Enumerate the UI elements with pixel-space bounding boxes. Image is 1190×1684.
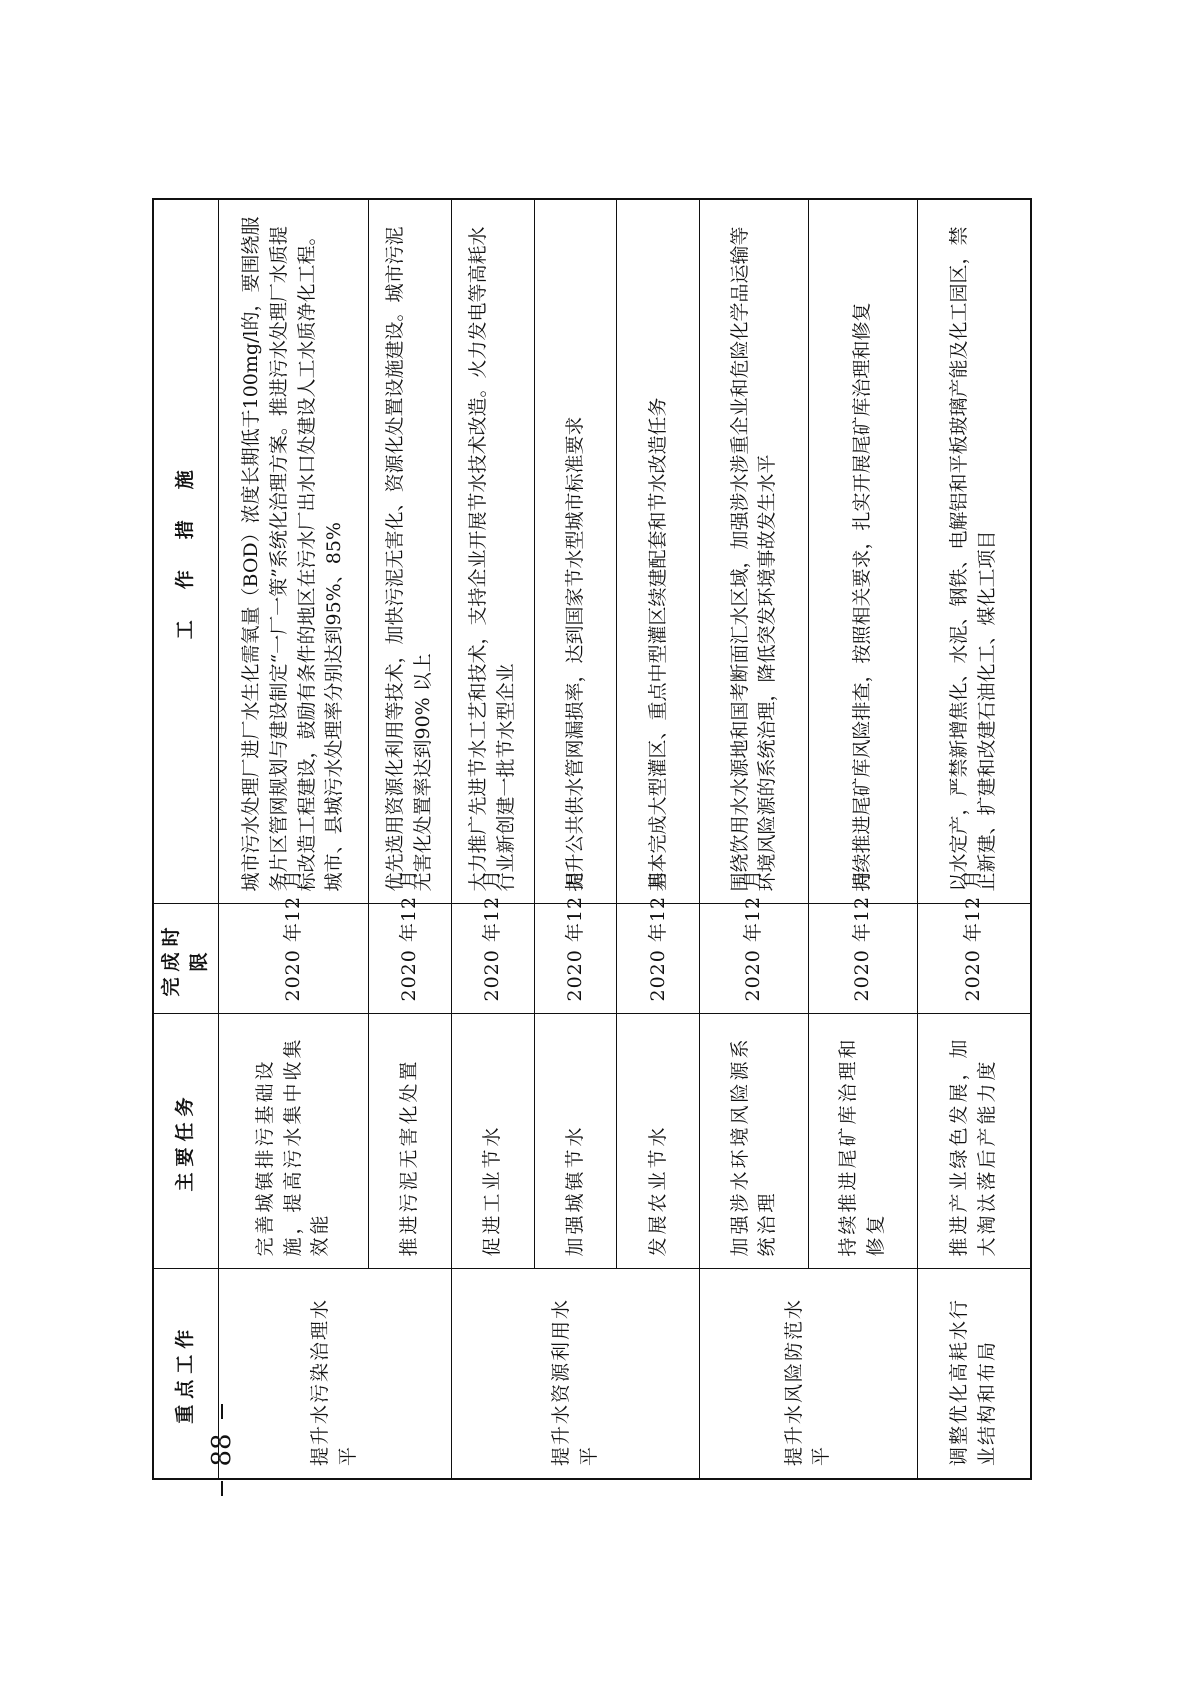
main-task-cell: 加强涉水环境风险源系统治理	[700, 1014, 809, 1269]
key-work-cell: 调整优化高耗水行业结构和布局	[917, 1269, 1031, 1479]
deadline-cell: 2020 年12 月	[369, 904, 452, 1014]
deadline-cell: 2020 年12 月	[534, 904, 617, 1014]
rotated-table-container	[152, 200, 1032, 1480]
page-number-dash-right	[221, 1404, 223, 1419]
header-key-work: 重点工作	[153, 1269, 219, 1479]
main-task-cell: 推进污泥无害化处置	[369, 1014, 452, 1269]
measures-cell: 围绕饮用水水源地和国考断面汇水区域，加强涉水涉重企业和危险化学品运输等环境风险源的系统治理，降低突发环境事故发生水平	[700, 199, 809, 904]
measures-cell: 优先选用资源化利用等技术，加快污泥无害化、资源化处置设施建设。城市污泥无害化处置率达到90% 以上	[369, 199, 452, 904]
table-row	[700, 199, 809, 1479]
main-task-cell: 完善城镇排污基础设施，提高污水集中收集效能	[219, 1014, 369, 1269]
page-number-dash-left	[221, 1481, 223, 1496]
deadline-cell: 2020 年12 月	[700, 904, 809, 1014]
header-measures: 工 作 措 施	[153, 199, 219, 904]
deadline-cell: 2020 年12 月	[808, 904, 917, 1014]
header-main-task: 主要任务	[153, 1014, 219, 1269]
key-work-cell: 提升水资源利用水平	[451, 1269, 699, 1479]
page-number	[205, 1390, 239, 1510]
key-work-table	[152, 198, 1032, 1480]
main-task-cell: 持续推进尾矿库治理和修复	[808, 1014, 917, 1269]
deadline-cell: 2020 年12 月	[617, 904, 700, 1014]
key-work-cell: 提升水污染治理水平	[219, 1269, 452, 1479]
main-task-cell: 加强城镇节水	[534, 1014, 617, 1269]
main-task-cell: 发展农业节水	[617, 1014, 700, 1269]
main-task-cell: 推进产业绿色发展，加大淘汰落后产能力度	[917, 1014, 1031, 1269]
table-header-row	[153, 199, 219, 1479]
deadline-cell: 2020 年12 月	[451, 904, 534, 1014]
table-row	[917, 199, 1031, 1479]
table-row	[451, 199, 534, 1479]
measures-cell: 以水定产，严禁新增焦化、水泥、钢铁、电解铝和平板玻璃产能及化工园区，禁止新建、扩建和改建石油化工、煤化工项目	[917, 199, 1031, 904]
measures-cell: 持续推进尾矿库风险排查，按照相关要求，扎实开展尾矿库治理和修复	[808, 199, 917, 904]
deadline-cell: 2020 年12 月	[219, 904, 369, 1014]
measures-cell: 城市污水处理厂进厂水生化需氧量（BOD）浓度长期低于100mg/l的，要围绕服务片区管网规划与建设制定“一厂一策”系统化治理方案。推进污水处理厂水质提标改造工程建设，鼓励有条件的地区在污水厂出水口处建设人工水质净化工程。城市、县城污水处理率分别达到95%、85%	[219, 199, 369, 904]
header-deadline: 完成时限	[153, 904, 219, 1014]
measures-cell: 提升公共供水管网漏损率，达到国家节水型城市标准要求	[534, 199, 617, 904]
measures-cell: 大力推广先进节水工艺和技术，支持企业开展节水技术改造。火力发电等高耗水行业新创建一批节水型企业	[451, 199, 534, 904]
measures-cell: 基本完成大型灌区、重点中型灌区续建配套和节水改造任务	[617, 199, 700, 904]
main-task-cell: 促进工业节水	[451, 1014, 534, 1269]
key-work-cell: 提升水风险防范水平	[700, 1269, 917, 1479]
page-number-value: 88	[207, 1433, 237, 1467]
deadline-cell: 2020 年12 月	[917, 904, 1031, 1014]
table-row	[219, 199, 369, 1479]
